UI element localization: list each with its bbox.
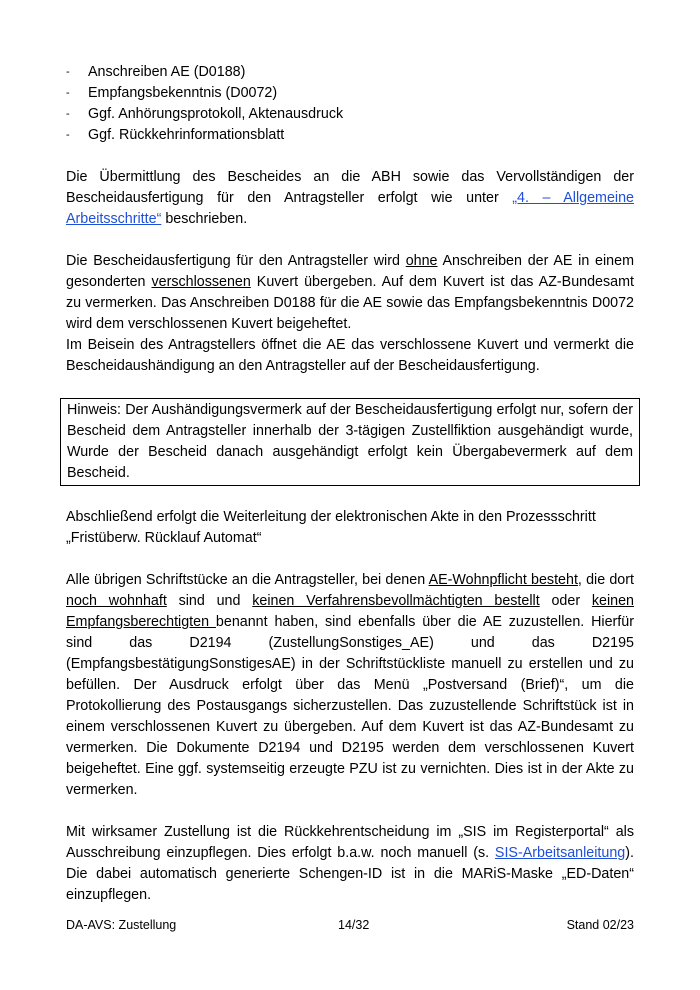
list-item: - Anschreiben AE (D0188) <box>66 62 634 83</box>
paragraph-beisein: Im Beisein des Antragstellers öffnet die AE das verschlossene Kuvert und vermerkt die Bescheidaushändigung an den Antragsteller auf der Bescheidausfertigung. <box>66 337 634 374</box>
paragraph-transmission: Die Übermittlung des Bescheides an die ABH sowie das Vervollständigen der Bescheidausfertigung für den Antragsteller erfolgt wie unter „4. – Allgemeine Arbeitsschritte“ beschrieben. <box>66 169 634 227</box>
page-number: 14/32 <box>338 918 370 932</box>
document-body <box>66 62 634 906</box>
paragraph-weiterleitung: Abschließend erfolgt die Weiterleitung der elektronischen Akte in den Prozessschritt „Fristüberw. Rücklauf Automat“ <box>66 509 596 546</box>
list-item: - Empfangsbekenntnis (D0072) <box>66 83 634 104</box>
paragraph-schriftstuecke: Alle übrigen Schriftstücke an die Antragsteller, bei denen AE-Wohnpflicht besteht, die dort noch wohnhaft sind und keinen Verfahrensbevollmächtigten bestellt oder keinen Empfangsberechtigten benannt haben, sind ebenfalls über die AE zuzustellen. Hierfür sind das D2194 (ZustellungSonstiges_AE) und das D2195 (EmpfangsbestätigungSonstigesAE) in der Schriftstückliste manuell zu erstellen und zu befüllen. Der Ausdruck erfolgt über das Menü „Postversand (Brief)“, um die Protokollierung des Postausgangs sicherzustellen. Das zuzustellende Schriftstück ist in einem verschlossenen Kuvert zu übergeben. Auf dem Kuvert ist das AZ-Bundesamt zu vermerken. Die Dokumente D2194 und D2195 werden dem verschlossenen Kuvert beigeheftet. Eine ggf. systemseitig erzeugte PZU ist zu vernichten. Dies ist in der Akte zu vermerken. <box>66 572 635 798</box>
list-dash: - <box>66 87 70 99</box>
footer-version: Stand 02/23 <box>566 918 634 932</box>
link-sis-arbeitsanleitung[interactable]: SIS-Arbeitsanleitung <box>494 845 626 861</box>
paragraph-sis: Mit wirksamer Zustellung ist die Rückkehrentscheidung im „SIS im Registerportal“ als Ausschreibung einzupflegen. Dies erfolgt b.a.w. noch manuell (s. SIS-Arbeitsanleitung). Die dabei automatisch generierte Schengen-ID ist in die MARiS-Maske „ED-Daten“ einzupflegen. <box>66 824 634 903</box>
list-item: - Ggf. Anhörungsprotokoll, Aktenausdruck <box>66 104 634 125</box>
list-item: - Ggf. Rückkehrinformationsblatt <box>66 125 634 146</box>
link-allgemeine-arbeitsschritte[interactable]: „4. – Allgemeine Arbeitsschritte“ <box>66 190 634 227</box>
attachment-list <box>66 62 634 146</box>
list-dash: - <box>66 66 70 78</box>
hinweis-box <box>60 398 640 486</box>
list-dash: - <box>66 129 70 141</box>
list-dash: - <box>66 108 70 120</box>
hinweis-text: Hinweis: Der Aushändigungsvermerk auf der Bescheidausfertigung erfolgt nur, sofern der Bescheid dem Antragsteller innerhalb der 3-tägigen Zustellfiktion ausgehändigt wurde, Wurde der Bescheid danach ausgehändigt erfolgt kein Übergabevermerk auf dem Bescheid. <box>67 402 633 481</box>
footer-document-title: DA-AVS: Zustellung <box>66 918 177 932</box>
paragraph-bescheidausfertigung: Die Bescheidausfertigung für den Antragsteller wird ohne Anschreiben der AE in einem gesonderten verschlossenen Kuvert übergeben. Auf dem Kuvert ist das AZ-Bundesamt zu vermerken. Das Anschreiben D0188 für die AE sowie das Empfangsbekenntnis D0072 wird dem verschlossenen Kuvert beigeheftet. <box>66 253 634 332</box>
